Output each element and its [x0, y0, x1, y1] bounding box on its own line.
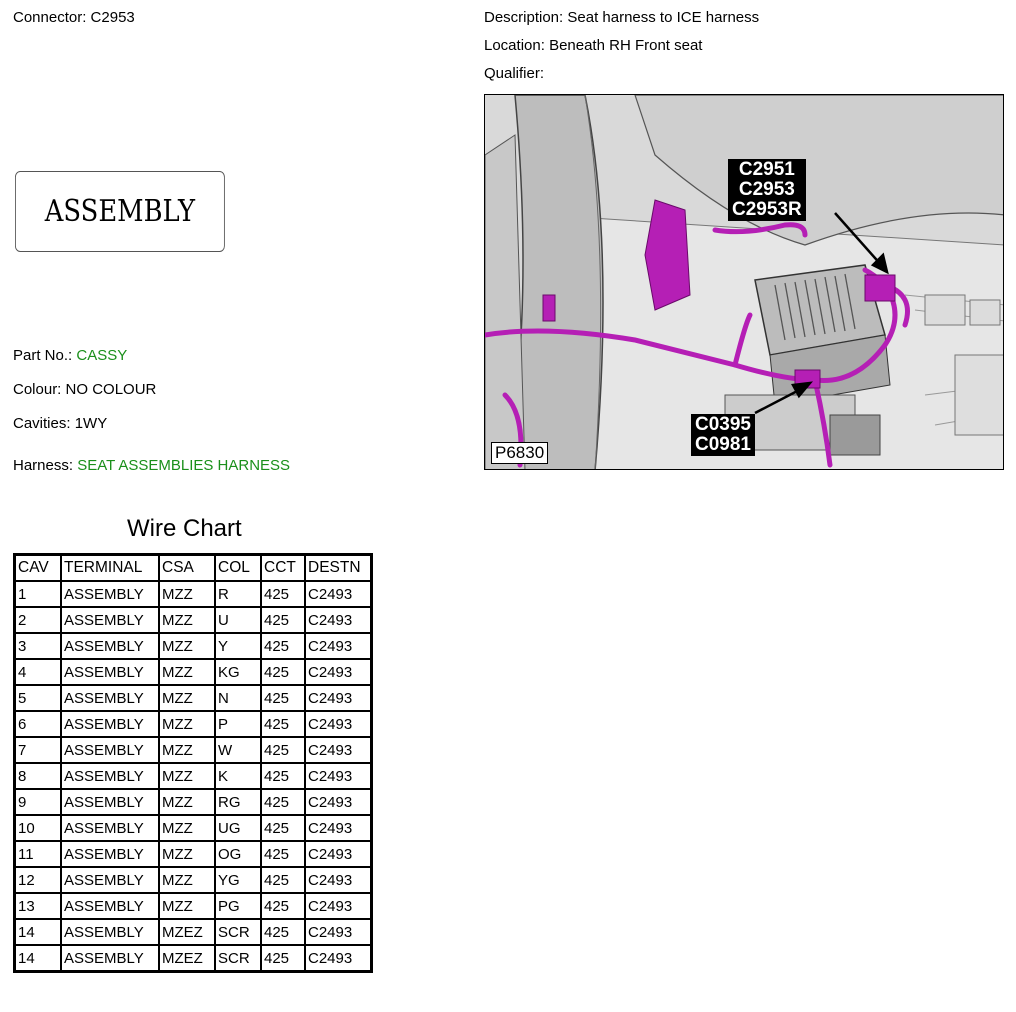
connector-value: C2953 — [90, 9, 135, 26]
cell-csa: MZZ — [159, 685, 215, 711]
connector-line — [13, 9, 135, 26]
cell-cct: 425 — [261, 789, 305, 815]
cell-col: SCR — [215, 919, 261, 945]
assembly-image-text: ASSEMBLY — [44, 194, 196, 229]
cell-cct: 425 — [261, 581, 305, 607]
cell-col: YG — [215, 867, 261, 893]
cell-destn: C2493 — [305, 815, 372, 841]
wire-chart-table — [13, 553, 373, 973]
cell-destn: C2493 — [305, 685, 372, 711]
table-row — [15, 893, 372, 919]
cell-col: UG — [215, 815, 261, 841]
table-row — [15, 945, 372, 972]
cell-cav: 12 — [15, 867, 62, 893]
cell-destn: C2493 — [305, 581, 372, 607]
cell-col: RG — [215, 789, 261, 815]
cell-destn: C2493 — [305, 607, 372, 633]
table-row — [15, 711, 372, 737]
header-cav: CAV — [15, 555, 62, 582]
cell-csa: MZZ — [159, 763, 215, 789]
table-row — [15, 919, 372, 945]
cell-col: PG — [215, 893, 261, 919]
table-row — [15, 789, 372, 815]
cell-col: OG — [215, 841, 261, 867]
header-destn: DESTN — [305, 555, 372, 582]
colour-label: Colour: — [13, 381, 62, 398]
cell-cav: 7 — [15, 737, 62, 763]
header-cct: CCT — [261, 555, 305, 582]
cell-csa: MZZ — [159, 711, 215, 737]
cell-terminal: ASSEMBLY — [61, 789, 159, 815]
cell-terminal: ASSEMBLY — [61, 867, 159, 893]
cell-cct: 425 — [261, 607, 305, 633]
colour-value: NO COLOUR — [65, 381, 157, 398]
cell-terminal: ASSEMBLY — [61, 945, 159, 972]
table-row — [15, 841, 372, 867]
cell-destn: C2493 — [305, 737, 372, 763]
callout-bottom-line-1: C0395 — [695, 414, 751, 435]
colour-line — [13, 381, 156, 398]
harness-label: Harness: — [13, 457, 74, 474]
cell-terminal: ASSEMBLY — [61, 841, 159, 867]
cell-cav: 11 — [15, 841, 62, 867]
cell-cav: 9 — [15, 789, 62, 815]
cell-csa: MZEZ — [159, 919, 215, 945]
cell-csa: MZZ — [159, 581, 215, 607]
cell-destn: C2493 — [305, 789, 372, 815]
header-col: COL — [215, 555, 261, 582]
cell-terminal: ASSEMBLY — [61, 711, 159, 737]
cell-cct: 425 — [261, 815, 305, 841]
table-row — [15, 815, 372, 841]
cell-cct: 425 — [261, 763, 305, 789]
cell-col: P — [215, 711, 261, 737]
cell-cct: 425 — [261, 867, 305, 893]
cavities-label: Cavities: — [13, 415, 71, 432]
cell-terminal: ASSEMBLY — [61, 737, 159, 763]
cell-terminal: ASSEMBLY — [61, 815, 159, 841]
cell-cav: 10 — [15, 815, 62, 841]
cell-col: W — [215, 737, 261, 763]
cell-cct: 425 — [261, 633, 305, 659]
cell-destn: C2493 — [305, 633, 372, 659]
cell-terminal: ASSEMBLY — [61, 919, 159, 945]
table-row — [15, 685, 372, 711]
cell-terminal: ASSEMBLY — [61, 581, 159, 607]
cell-col: K — [215, 763, 261, 789]
cell-cct: 425 — [261, 659, 305, 685]
cavities-value: 1WY — [74, 415, 108, 432]
callout-bottom — [691, 414, 755, 456]
callout-top — [728, 159, 806, 221]
callout-top-line-2: C2953 — [738, 179, 795, 200]
cell-cav: 2 — [15, 607, 62, 633]
location-line — [484, 37, 702, 54]
cavities-line — [13, 415, 107, 432]
cell-csa: MZEZ — [159, 945, 215, 972]
cell-col: Y — [215, 633, 261, 659]
location-value: Beneath RH Front seat — [549, 37, 703, 54]
part-no-line — [13, 347, 127, 364]
part-no-value[interactable]: CASSY — [76, 347, 128, 364]
cell-cct: 425 — [261, 711, 305, 737]
cell-csa: MZZ — [159, 893, 215, 919]
cell-destn: C2493 — [305, 867, 372, 893]
cell-col: N — [215, 685, 261, 711]
cell-destn: C2493 — [305, 711, 372, 737]
assembly-image — [15, 171, 225, 252]
harness-value[interactable]: SEAT ASSEMBLIES HARNESS — [77, 457, 291, 474]
cell-destn: C2493 — [305, 919, 372, 945]
cell-cct: 425 — [261, 685, 305, 711]
cell-cct: 425 — [261, 919, 305, 945]
connector-label: Connector: — [13, 9, 87, 26]
header-terminal: TERMINAL — [61, 555, 159, 582]
cell-destn: C2493 — [305, 945, 372, 972]
cell-destn: C2493 — [305, 893, 372, 919]
wire-chart-header-row — [15, 555, 372, 582]
table-row — [15, 633, 372, 659]
cell-col: SCR — [215, 945, 261, 972]
cell-cav: 5 — [15, 685, 62, 711]
description-line — [484, 9, 759, 26]
cell-terminal: ASSEMBLY — [61, 893, 159, 919]
table-row — [15, 867, 372, 893]
wire-chart-title: Wire Chart — [127, 515, 242, 542]
cell-csa: MZZ — [159, 737, 215, 763]
cell-csa: MZZ — [159, 659, 215, 685]
cell-cav: 14 — [15, 919, 62, 945]
cell-col: R — [215, 581, 261, 607]
cell-csa: MZZ — [159, 815, 215, 841]
cell-cct: 425 — [261, 841, 305, 867]
cell-cct: 425 — [261, 893, 305, 919]
qualifier-line — [484, 65, 544, 82]
description-value: Seat harness to ICE harness — [567, 9, 760, 26]
table-row — [15, 581, 372, 607]
cell-terminal: ASSEMBLY — [61, 763, 159, 789]
photo-id-label: P6830 — [491, 442, 548, 464]
header-csa: CSA — [159, 555, 215, 582]
cell-csa: MZZ — [159, 789, 215, 815]
cell-terminal: ASSEMBLY — [61, 659, 159, 685]
table-row — [15, 607, 372, 633]
cell-cav: 13 — [15, 893, 62, 919]
location-photo — [484, 94, 1004, 470]
part-no-label: Part No.: — [13, 347, 73, 364]
callout-top-line-1: C2951 — [738, 159, 795, 180]
cell-cav: 3 — [15, 633, 62, 659]
description-label: Description: — [484, 9, 564, 26]
cell-destn: C2493 — [305, 763, 372, 789]
table-row — [15, 659, 372, 685]
cell-csa: MZZ — [159, 633, 215, 659]
cell-cct: 425 — [261, 737, 305, 763]
cell-terminal: ASSEMBLY — [61, 607, 159, 633]
cell-csa: MZZ — [159, 841, 215, 867]
qualifier-label: Qualifier: — [484, 65, 545, 82]
cell-cav: 6 — [15, 711, 62, 737]
cell-col: KG — [215, 659, 261, 685]
cell-terminal: ASSEMBLY — [61, 685, 159, 711]
location-label: Location: — [484, 37, 545, 54]
harness-line — [13, 457, 290, 474]
cell-destn: C2493 — [305, 841, 372, 867]
callout-top-line-3: C2953R — [732, 199, 802, 220]
cell-cct: 425 — [261, 945, 305, 972]
cell-csa: MZZ — [159, 607, 215, 633]
callout-bottom-line-2: C0981 — [695, 434, 751, 455]
table-row — [15, 737, 372, 763]
cell-destn: C2493 — [305, 659, 372, 685]
cell-csa: MZZ — [159, 867, 215, 893]
cell-cav: 4 — [15, 659, 62, 685]
table-row — [15, 763, 372, 789]
cell-cav: 8 — [15, 763, 62, 789]
cell-terminal: ASSEMBLY — [61, 633, 159, 659]
cell-cav: 14 — [15, 945, 62, 972]
cell-col: U — [215, 607, 261, 633]
cell-cav: 1 — [15, 581, 62, 607]
